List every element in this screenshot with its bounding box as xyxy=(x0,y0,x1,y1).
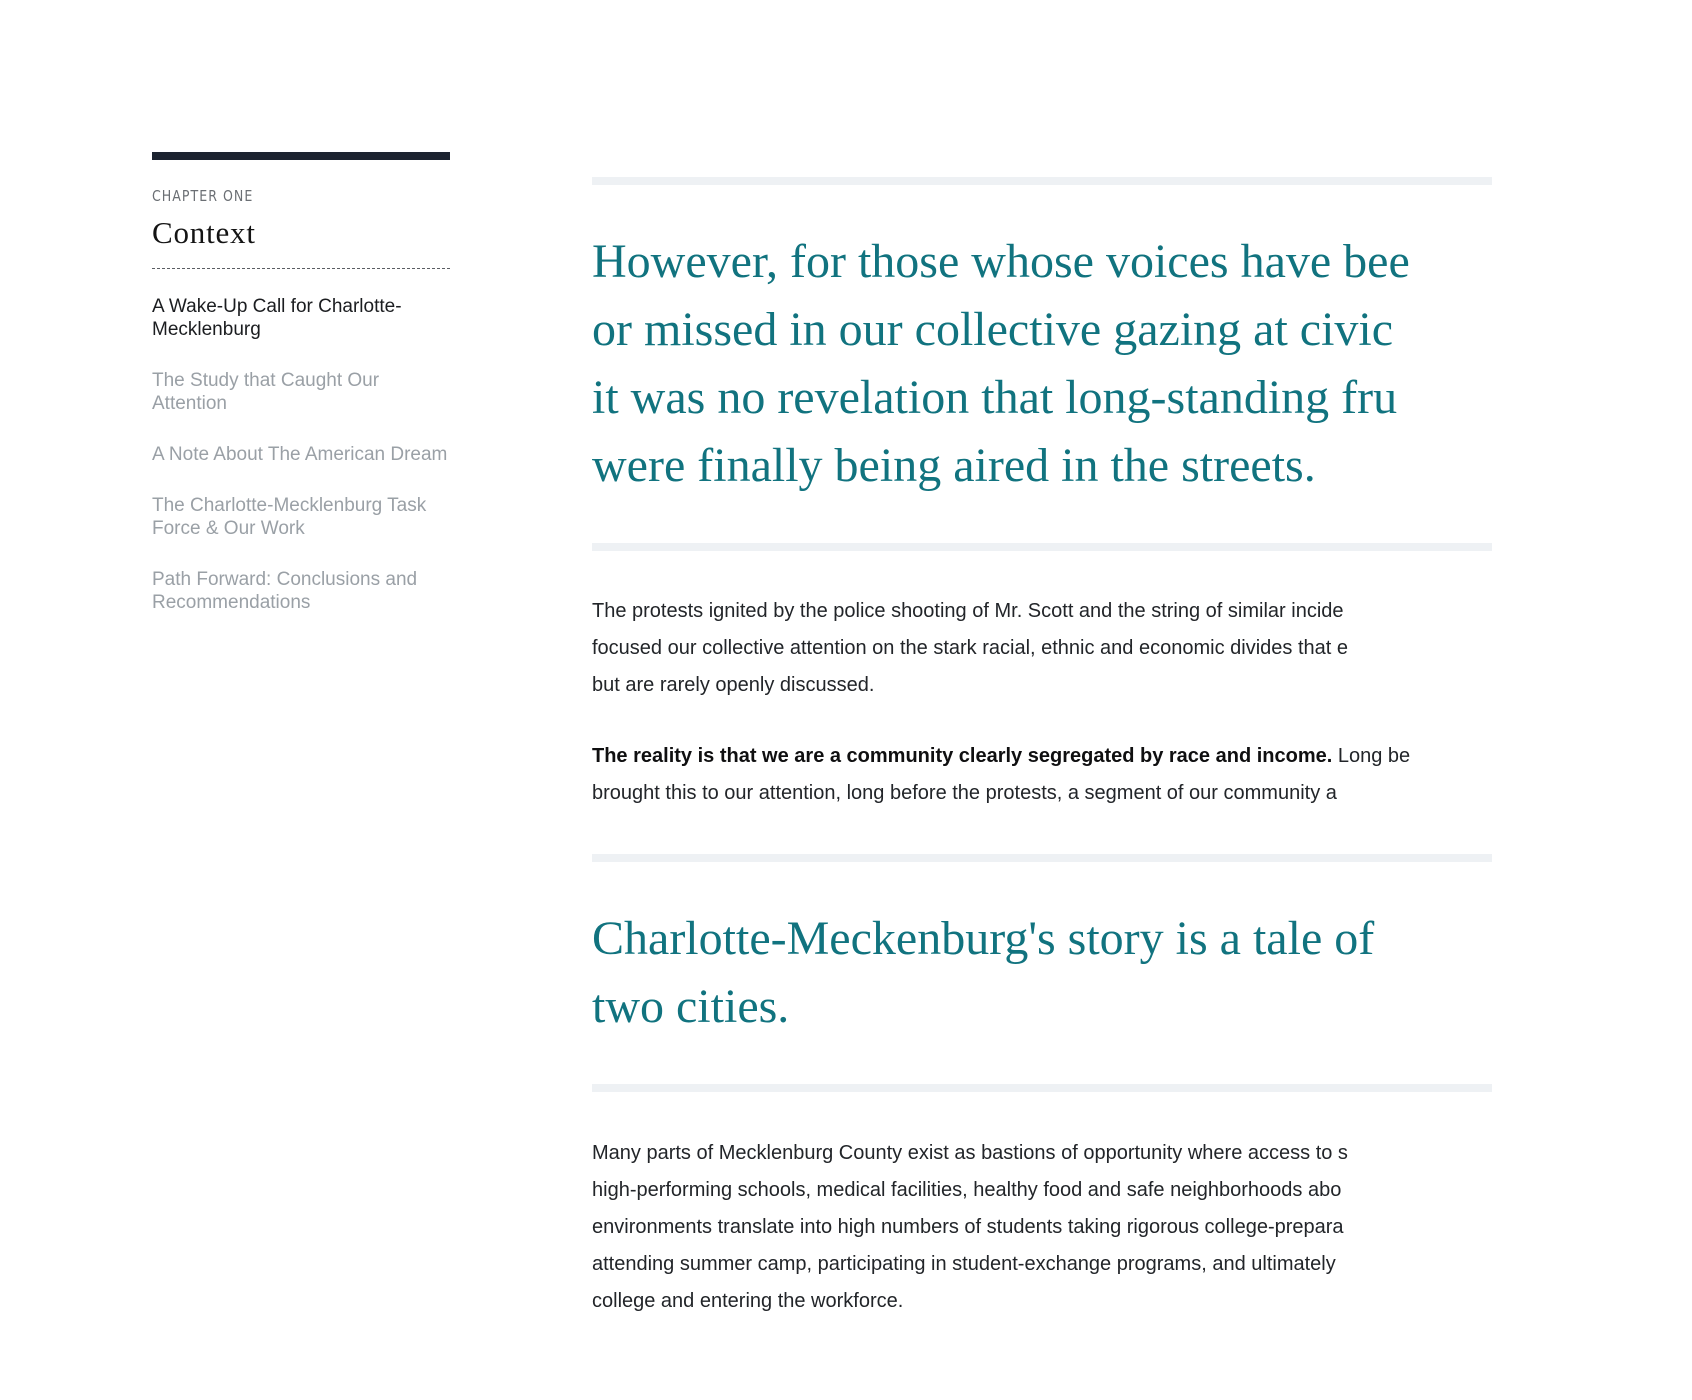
sidebar-top-bar xyxy=(152,152,450,160)
toc-item-task-force[interactable]: The Charlotte-Mecklenburg Task Force & Our Work xyxy=(152,495,427,539)
toc-item-wake-up-call[interactable]: A Wake-Up Call for Charlotte-Mecklenburg xyxy=(152,296,402,340)
paragraph-text: Long be brought this to our attention, long before the protests, a segment of our community a xyxy=(592,745,1411,804)
section-rule xyxy=(592,1084,1492,1092)
section-heading: Charlotte-Meckenburg's story is a tale of two cities. xyxy=(592,912,1375,1033)
toc-item-path-forward[interactable]: Path Forward: Conclusions and Recommendations xyxy=(152,569,418,613)
section-rule xyxy=(592,854,1492,862)
table-of-contents xyxy=(152,295,450,614)
chapter-sidebar xyxy=(152,152,450,642)
body-paragraph: The protests ignited by the police shooting of Mr. Scott and the string of similar incide focused our collective attention on the stark racial, ethnic and economic divides that e but are rarely openly discussed. xyxy=(592,600,1348,696)
pull-quote: However, for those whose voices have bee or missed in our collective gazing at civic it was no revelation that long-standing fru were finally being aired in the streets. xyxy=(592,235,1410,492)
body-paragraph xyxy=(592,738,1692,812)
chapter-label: CHAPTER ONE xyxy=(152,187,254,205)
toc-item-american-dream[interactable]: A Note About The American Dream xyxy=(152,444,448,465)
section-rule xyxy=(592,543,1492,551)
section-rule xyxy=(592,177,1492,185)
chapter-title: Context xyxy=(152,215,256,250)
body-paragraph: Many parts of Mecklenburg County exist as bastions of opportunity where access to s high-performing schools, medical facilities, healthy food and safe neighborhoods abo environments translate into high numbers of students taking rigorous college-prepara attending summer camp, participating in student-exchange programs, and ultimately college and entering the workforce. xyxy=(592,1142,1348,1312)
sidebar-divider xyxy=(152,268,450,269)
toc-item-study[interactable]: The Study that Caught Our Attention xyxy=(152,370,380,414)
paragraph-lead: The reality is that we are a community clearly segregated by race and income. xyxy=(592,745,1333,767)
article-content xyxy=(592,0,1411,1400)
